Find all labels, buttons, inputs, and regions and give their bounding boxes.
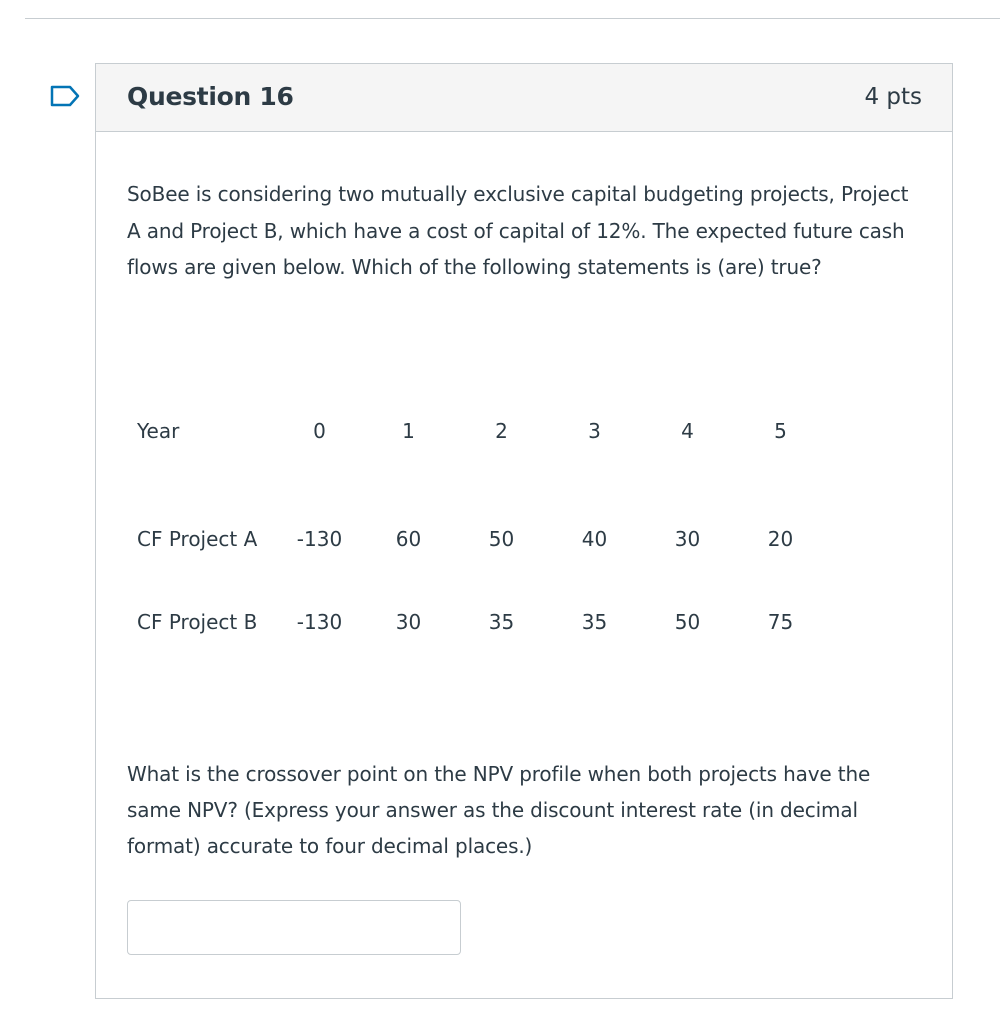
table-cell: 75: [767, 610, 794, 634]
top-divider: [25, 18, 1000, 19]
table-header-label: Year: [137, 419, 180, 443]
year-cell: 5: [774, 419, 787, 443]
table-cell: 20: [767, 526, 794, 551]
table-row: [127, 501, 827, 576]
bookmark-flag-icon[interactable]: [50, 85, 80, 107]
question-card: [95, 63, 953, 999]
question-header: [96, 64, 952, 132]
table-cell: -130: [296, 526, 343, 551]
year-cell: 3: [588, 419, 601, 443]
question-ask: What is the crossover point on the NPV profile when both projects have the same NPV? (Express your answer as the discount interest rate (in decimal format) accurate to four decimal places.): [127, 762, 871, 858]
table-cell: 40: [581, 526, 608, 551]
table-cell: 30: [395, 610, 422, 634]
year-cell: 1: [402, 419, 415, 443]
cash-flow-table: [127, 406, 827, 647]
year-cell: 0: [313, 419, 326, 443]
table-cell: 35: [488, 610, 515, 634]
table-cell: 50: [674, 610, 701, 634]
row-label: CF Project B: [137, 610, 258, 634]
table-cell: 30: [674, 526, 701, 551]
table-cell: -130: [296, 610, 343, 634]
question-title: Question 16: [127, 82, 294, 111]
question-prompt: SoBee is considering two mutually exclusive capital budgeting projects, Project A and Project B, which have a cost of capital of 12%. The expected future cash flows are given below. Which of the following statements is (are) true?: [127, 182, 909, 279]
table-cell: 35: [581, 610, 608, 634]
year-cell: 2: [495, 419, 508, 443]
table-cell: 50: [488, 526, 515, 551]
answer-input[interactable]: [127, 900, 461, 955]
table-row: [127, 597, 827, 647]
table-cell: 60: [395, 526, 422, 551]
table-row: [127, 406, 827, 456]
row-label: CF Project A: [137, 526, 258, 551]
question-points: 4 pts: [864, 84, 922, 110]
year-cell: 4: [681, 419, 694, 443]
